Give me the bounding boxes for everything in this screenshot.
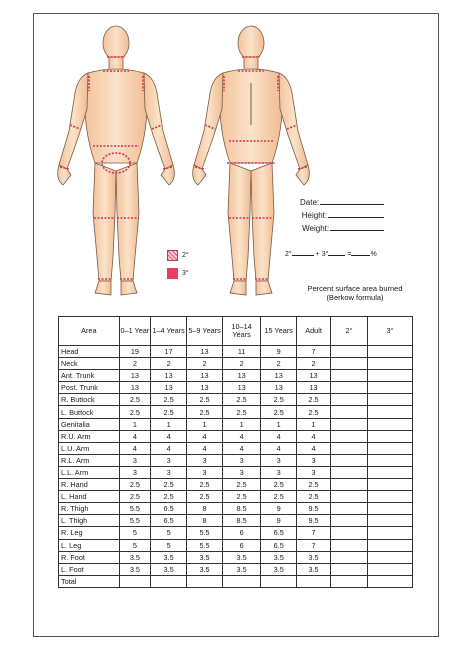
area-name-cell: Post. Trunk (59, 382, 120, 394)
burn-total-formula (285, 249, 377, 258)
percent-cell: 2 (261, 358, 297, 370)
percent-cell: 2.5 (261, 406, 297, 418)
percent-cell: 4 (187, 430, 223, 442)
burn-entry-cell[interactable] (367, 563, 412, 575)
table-row (59, 466, 413, 478)
formula-2deg-blank[interactable] (292, 249, 314, 256)
percent-cell: 6 (223, 539, 261, 551)
burn-entry-cell[interactable] (367, 454, 412, 466)
percent-cell: 3.5 (261, 551, 297, 563)
percent-cell: 2.5 (151, 406, 187, 418)
front-body-figure (58, 26, 175, 295)
percent-cell: 2.5 (119, 394, 150, 406)
percent-cell: 5.5 (119, 503, 150, 515)
area-name-cell: Ant. Trunk (59, 370, 120, 382)
percent-cell: 13 (151, 370, 187, 382)
percent-cell: 4 (261, 430, 297, 442)
percent-cell: 3.5 (297, 551, 331, 563)
percent-cell: 4 (151, 442, 187, 454)
area-name-cell: R. Buttock (59, 394, 120, 406)
percent-cell: 2.5 (261, 491, 297, 503)
percent-cell: 2.5 (223, 406, 261, 418)
percent-cell: 4 (223, 430, 261, 442)
burn-entry-cell[interactable] (367, 442, 412, 454)
percent-cell: 2.5 (297, 394, 331, 406)
percent-cell: 3 (151, 466, 187, 478)
percent-cell: 4 (223, 442, 261, 454)
percent-cell: 3 (223, 466, 261, 478)
burn-entry-cell[interactable] (330, 454, 367, 466)
percent-cell: 4 (119, 430, 150, 442)
column-header: 5–9 Years (187, 317, 223, 346)
percent-cell: 3.5 (151, 551, 187, 563)
formula-plus-label: + 3° (315, 251, 329, 258)
percent-cell: 3.5 (187, 551, 223, 563)
percent-cell: 5 (151, 527, 187, 539)
date-input-line[interactable] (320, 196, 384, 205)
table-row (59, 442, 413, 454)
burn-entry-cell[interactable] (330, 382, 367, 394)
percent-cell: 2 (119, 358, 150, 370)
weight-field[interactable] (300, 222, 384, 235)
percent-cell: 3 (223, 454, 261, 466)
burn-entry-cell[interactable] (367, 370, 412, 382)
percent-cell: 5.5 (187, 539, 223, 551)
burn-entry-cell[interactable] (330, 394, 367, 406)
percent-cell: 9 (261, 515, 297, 527)
burn-entry-cell[interactable] (367, 515, 412, 527)
column-header: Area (59, 317, 120, 346)
percent-cell: 13 (187, 370, 223, 382)
formula-2deg-label: 2° (285, 251, 292, 258)
burn-entry-cell[interactable] (367, 551, 412, 563)
burn-entry-cell[interactable] (330, 430, 367, 442)
area-name-cell: Total (59, 575, 120, 587)
percent-cell: 2.5 (119, 491, 150, 503)
percent-cell: 2.5 (223, 479, 261, 491)
third-degree-swatch (167, 268, 178, 279)
burn-entry-cell[interactable] (330, 358, 367, 370)
percent-cell: 13 (119, 370, 150, 382)
area-name-cell: R. Leg (59, 527, 120, 539)
formula-result-blank[interactable] (351, 249, 370, 256)
table-row (59, 551, 413, 563)
percent-cell: 13 (297, 382, 331, 394)
percent-cell: 13 (261, 370, 297, 382)
table-row (59, 418, 413, 430)
table-row (59, 527, 413, 539)
table-row (59, 394, 413, 406)
percent-cell: 13 (151, 382, 187, 394)
percent-cell: 6.5 (261, 527, 297, 539)
burn-entry-cell[interactable] (367, 406, 412, 418)
percent-cell: 3 (187, 454, 223, 466)
table-body (59, 346, 413, 588)
column-header: 10–14 Years (223, 317, 261, 346)
percent-cell: 2.5 (297, 479, 331, 491)
percent-cell: 5 (119, 527, 150, 539)
column-header: Adult (297, 317, 331, 346)
percent-cell: 4 (187, 442, 223, 454)
percent-cell: 13 (187, 382, 223, 394)
berkow-table (58, 316, 413, 588)
legend-second-label: 2° (182, 252, 189, 259)
percent-cell: 3 (297, 466, 331, 478)
date-label: Date: (300, 198, 320, 207)
percent-cell: 2.5 (151, 394, 187, 406)
percent-cell: 2.5 (187, 479, 223, 491)
percent-cell: 3.5 (223, 551, 261, 563)
table-row (59, 503, 413, 515)
height-field[interactable] (300, 209, 384, 222)
area-name-cell: R. Foot (59, 551, 120, 563)
burn-entry-cell[interactable] (367, 466, 412, 478)
burn-entry-cell[interactable] (330, 515, 367, 527)
caption-line2: (Berkow formula) (326, 293, 384, 302)
percent-cell: 3 (261, 466, 297, 478)
percent-cell: 1 (261, 418, 297, 430)
percent-cell: 5.5 (187, 527, 223, 539)
burn-entry-cell[interactable] (330, 575, 367, 587)
percent-cell: 13 (223, 382, 261, 394)
table-row (59, 406, 413, 418)
percent-cell (223, 575, 261, 587)
percent-cell: 2.5 (187, 394, 223, 406)
percent-cell: 9 (261, 346, 297, 358)
burn-entry-cell[interactable] (330, 418, 367, 430)
percent-cell: 2 (187, 358, 223, 370)
body-diagrams (33, 13, 439, 313)
second-degree-swatch (167, 250, 178, 261)
percent-cell: 4 (297, 430, 331, 442)
table-header (59, 317, 413, 346)
percent-cell (297, 575, 331, 587)
percent-cell: 13 (297, 370, 331, 382)
percent-cell: 6 (223, 527, 261, 539)
percent-cell: 7 (297, 346, 331, 358)
burn-entry-cell[interactable] (330, 539, 367, 551)
burn-entry-cell[interactable] (330, 406, 367, 418)
table-row (59, 382, 413, 394)
table-row (59, 563, 413, 575)
column-header: 0–1 Year (119, 317, 150, 346)
burn-entry-cell[interactable] (330, 346, 367, 358)
area-name-cell: R.L. Arm (59, 454, 120, 466)
percent-cell: 3 (297, 454, 331, 466)
formula-percent: % (370, 251, 377, 258)
table-row (59, 370, 413, 382)
burn-entry-cell[interactable] (330, 551, 367, 563)
percent-cell: 5 (119, 539, 150, 551)
percent-cell (151, 575, 187, 587)
percent-cell: 1 (187, 418, 223, 430)
percent-cell: 3.5 (151, 563, 187, 575)
burn-entry-cell[interactable] (367, 394, 412, 406)
burn-entry-cell[interactable] (367, 479, 412, 491)
formula-3deg-blank[interactable] (328, 249, 345, 256)
percent-cell: 2.5 (261, 394, 297, 406)
percent-cell: 1 (119, 418, 150, 430)
area-name-cell: L.U. Arm (59, 442, 120, 454)
percent-cell: 2.5 (151, 491, 187, 503)
percent-cell: 2.5 (223, 491, 261, 503)
percent-cell: 5.5 (119, 515, 150, 527)
percent-cell: 9.5 (297, 515, 331, 527)
burn-entry-cell[interactable] (367, 503, 412, 515)
percent-cell (187, 575, 223, 587)
percent-cell: 13 (261, 382, 297, 394)
area-name-cell: L. Foot (59, 563, 120, 575)
percent-cell: 3 (119, 454, 150, 466)
burn-entry-cell[interactable] (330, 491, 367, 503)
percent-cell: 3.5 (223, 563, 261, 575)
area-name-cell: L. Thigh (59, 515, 120, 527)
area-name-cell: Genitalia (59, 418, 120, 430)
area-name-cell: Neck (59, 358, 120, 370)
percent-cell: 8.5 (223, 515, 261, 527)
area-name-cell: L. Buttock (59, 406, 120, 418)
column-header: 2° (330, 317, 367, 346)
percent-cell: 3.5 (261, 563, 297, 575)
legend-third-degree (167, 268, 189, 279)
percent-cell: 8 (187, 515, 223, 527)
percent-cell: 1 (297, 418, 331, 430)
percent-cell: 2.5 (261, 479, 297, 491)
legend-second-degree (167, 250, 189, 261)
percent-cell: 2 (223, 358, 261, 370)
percent-cell: 2.5 (187, 491, 223, 503)
percent-cell: 11 (223, 346, 261, 358)
area-name-cell: L.L. Arm (59, 466, 120, 478)
percent-cell: 2.5 (187, 406, 223, 418)
percent-cell: 7 (297, 527, 331, 539)
percent-cell: 2.5 (151, 479, 187, 491)
weight-label: Weight: (302, 224, 330, 233)
patient-info-fields (300, 196, 384, 235)
burn-entry-cell[interactable] (330, 479, 367, 491)
burn-entry-cell[interactable] (330, 527, 367, 539)
percent-cell: 2.5 (223, 394, 261, 406)
date-field[interactable] (300, 196, 384, 209)
percent-cell: 2.5 (297, 491, 331, 503)
percent-cell: 6.5 (151, 515, 187, 527)
burn-entry-cell[interactable] (330, 442, 367, 454)
percent-cell: 2 (297, 358, 331, 370)
percent-cell: 3 (261, 454, 297, 466)
burn-entry-cell[interactable] (367, 539, 412, 551)
burn-entry-cell[interactable] (367, 418, 412, 430)
percent-cell: 3 (151, 454, 187, 466)
percent-cell: 13 (119, 382, 150, 394)
burn-entry-cell[interactable] (330, 563, 367, 575)
area-name-cell: R. Hand (59, 479, 120, 491)
table-row (59, 454, 413, 466)
table-row (59, 358, 413, 370)
burn-entry-cell[interactable] (367, 575, 412, 587)
caption-line1: Percent surface area burned (307, 284, 403, 293)
area-name-cell: Head (59, 346, 120, 358)
percent-cell: 2.5 (119, 406, 150, 418)
percent-cell: 5 (151, 539, 187, 551)
burn-entry-cell[interactable] (367, 358, 412, 370)
percent-cell: 2.5 (297, 406, 331, 418)
percent-cell: 3.5 (119, 563, 150, 575)
percent-cell: 9.5 (297, 503, 331, 515)
percent-cell: 2.5 (119, 479, 150, 491)
percent-cell: 4 (261, 442, 297, 454)
percent-cell: 4 (151, 430, 187, 442)
area-name-cell: R. Thigh (59, 503, 120, 515)
burn-entry-cell[interactable] (330, 503, 367, 515)
height-label: Height: (301, 211, 328, 220)
percent-cell: 6.5 (261, 539, 297, 551)
percent-cell: 8.5 (223, 503, 261, 515)
table-row (59, 575, 413, 587)
surface-area-caption (289, 284, 421, 302)
burn-entry-cell[interactable] (367, 527, 412, 539)
table-row (59, 491, 413, 503)
percent-cell: 3.5 (297, 563, 331, 575)
table-row (59, 479, 413, 491)
percent-cell: 3.5 (119, 551, 150, 563)
percent-cell: 3.5 (187, 563, 223, 575)
percent-cell: 19 (119, 346, 150, 358)
burn-entry-cell[interactable] (367, 382, 412, 394)
burn-entry-cell[interactable] (367, 346, 412, 358)
burn-entry-cell[interactable] (330, 370, 367, 382)
percent-cell: 9 (261, 503, 297, 515)
area-name-cell: L. Leg (59, 539, 120, 551)
table-row (59, 539, 413, 551)
percent-cell: 1 (223, 418, 261, 430)
percent-cell: 17 (151, 346, 187, 358)
height-input-line[interactable] (328, 209, 384, 218)
formula-equals: = (347, 251, 352, 258)
percent-cell: 8 (187, 503, 223, 515)
area-name-cell: L. Hand (59, 491, 120, 503)
percent-cell: 13 (187, 346, 223, 358)
legend-third-label: 3° (182, 270, 189, 277)
percent-cell: 4 (297, 442, 331, 454)
table-row (59, 346, 413, 358)
percent-cell: 4 (119, 442, 150, 454)
percent-cell: 3 (187, 466, 223, 478)
burn-entry-cell[interactable] (367, 491, 412, 503)
weight-input-line[interactable] (330, 222, 384, 231)
percent-cell: 6.5 (151, 503, 187, 515)
column-header: 1–4 Years (151, 317, 187, 346)
percent-cell: 2 (151, 358, 187, 370)
percent-cell: 3 (119, 466, 150, 478)
percent-cell: 7 (297, 539, 331, 551)
burn-entry-cell[interactable] (367, 430, 412, 442)
table-row (59, 515, 413, 527)
table-row (59, 430, 413, 442)
percent-cell (261, 575, 297, 587)
column-header: 15 Years (261, 317, 297, 346)
area-name-cell: R.U. Arm (59, 430, 120, 442)
percent-cell (119, 575, 150, 587)
column-header: 3° (367, 317, 412, 346)
percent-cell: 1 (151, 418, 187, 430)
burn-entry-cell[interactable] (330, 466, 367, 478)
percent-cell: 13 (223, 370, 261, 382)
